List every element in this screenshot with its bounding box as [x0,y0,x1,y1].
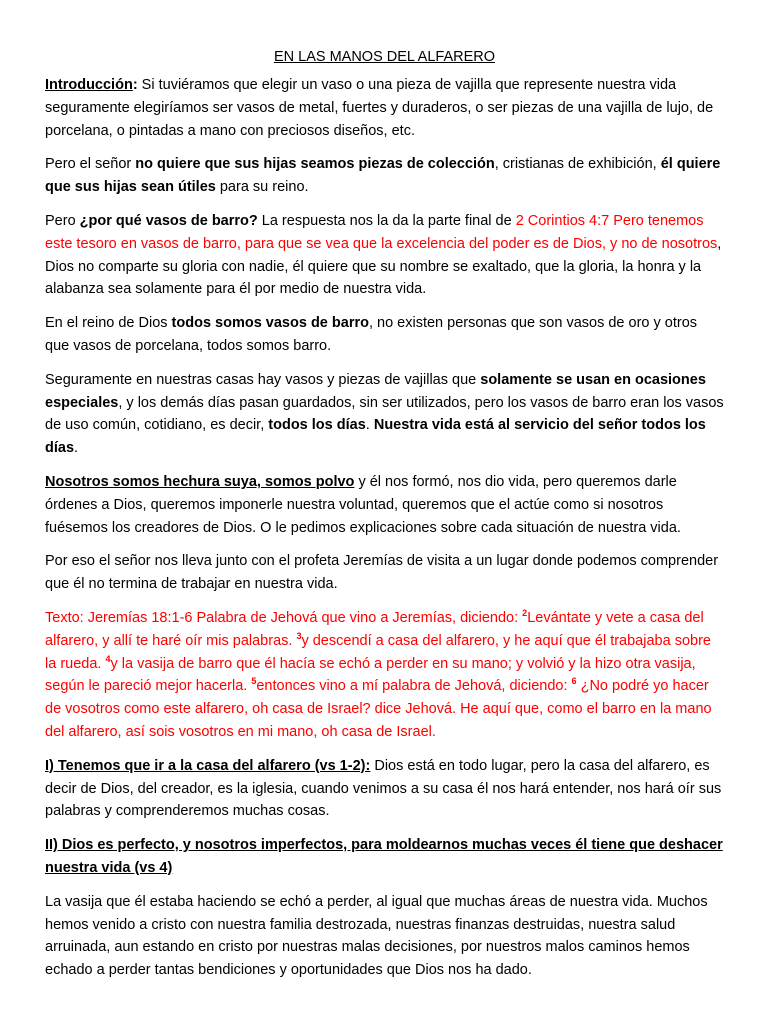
verse-number: 2 [522,607,528,618]
intro-text: Si tuviéramos que elegir un vaso o una pieza de vajilla que represente nuestra vida seguramente elegiríamos ser vasos de metal, fuertes y duraderos, o ser piezas de una vajilla de lujo, de porcelana, o pintadas a mano con preciosos diseños, etc. [45,77,714,139]
intro-paragraph [45,74,724,142]
paragraph-kingdom [45,312,724,358]
scripture-passage [45,607,724,744]
bold-run: no quiere que sus hijas seamos piezas de colección [135,156,495,173]
text-run: Levántate y vete a casa del alfarero, y allí te haré oír mis palabras. [45,609,704,649]
text-run: y la vasija de barro que él hacía se echó a perder en su mano; y volvió y la hizo otra vasija, según le pareció mejor hacerla. [45,655,696,695]
text-run: , Dios no comparte su gloria con nadie, él quiere que su nombre se exaltado, que la gloria, la honra y la alabanza sea solamente para él por medio de nuestra vida. [45,235,722,298]
bold-run: todos los días [268,417,366,434]
text-run: Pero el señor [45,156,136,173]
paragraph-jeremiah-visit: Por eso el señor nos lleva junto con el profeta Jeremías de visita a un lugar donde podemos comprender que él no termina de trabajar en nuestra vida. [45,553,719,593]
text-run: Dios está en todo lugar, pero la casa del alfarero, es decir de Dios, del creador, es la iglesia, cuando venimos a su casa él nos hará entender, nos hará oír sus palabras y comprenderemos muchas cosas. [45,757,722,820]
paragraph-dust [45,471,724,539]
text-run: entonces vino a mí palabra de Jehová, diciendo: [256,678,572,695]
text-run: . [365,417,374,434]
paragraph-clay-vessels [45,210,724,301]
text-run: para su reino. [215,179,309,196]
text-run: , no existen personas que son vasos de oro y otros que vasos de porcelana, todos somos barro. [45,315,698,354]
text-run: ¿No podré yo hacer de vosotros como este alfarero, oh casa de Israel? dice Jehová. He aquí que, como el barro en la mano del alfarero, así sois vosotros en mi mano, oh casa de Israel. [45,678,712,740]
text-run: Texto: Jeremías 18:1-6 Palabra de Jehová que vino a Jeremías, diciendo: [45,609,523,626]
point-heading: II) Dios es perfecto, y nosotros imperfectos, para moldearnos muchas veces él tiene que deshacer nuestra vida (vs 4) [45,837,723,876]
verse-number: 6 [571,676,577,687]
text-run: . [74,440,79,457]
intro-colon: : [132,77,138,93]
bold-run: Nuestra vida está al servicio del señor todos los días [45,417,706,457]
bold-run: él quiere que sus hijas sean útiles [45,156,721,196]
text-run: En el reino de Dios [45,315,172,332]
text-run: La respuesta nos la da la parte final de [257,212,516,229]
bold-run: solamente se usan en ocasiones especiales [45,371,706,411]
paragraph-vessel-spoiled: La vasija que él estaba haciendo se echó a perder, al igual que muchas áreas de nuestra vida. Muchos hemos venido a cristo con nuestra familia destrozada, nuestras finanzas destruidas, nuestra salud arruinada, aun estando en cristo por nuestras malas decisiones, por nuestros malos caminos hemos echado a perder tantas bendiciones y oportunidades que Dios nos ha dado. [45,893,708,979]
paragraph-everyday-use [45,369,724,460]
verse-number: 5 [251,676,257,687]
bold-run: todos somos vasos de barro [171,315,369,332]
page-title: EN LAS MANOS DEL ALFARERO [273,49,496,65]
intro-label: Introducción [45,77,133,93]
text-run: Pero [45,212,80,229]
text-run: y descendí a casa del alfarero, y he aquí que él trabajaba sobre la rueda. [45,632,711,672]
point-one [45,755,724,823]
text-run: , cristianas de exhibición, [494,156,661,173]
point-two [45,834,724,880]
paragraph-collection [45,153,724,199]
verse-number: 4 [105,653,111,664]
text-run: y él nos formó, nos dio vida, pero queremos darle órdenes a Dios, queremos imponerle nuestra voluntad, queremos que el actúe como si nosotros fuésemos los creadores de Dios. O le pedimos explicaciones sobre cada situación de nuestra vida. [45,473,681,536]
verse-number: 3 [296,630,302,641]
bold-underlined-run: Nosotros somos hechura suya, somos polvo [45,473,355,490]
scripture-quote: 2 Corintios 4:7 Pero tenemos este tesoro en vasos de barro, para que se vea que la excelencia del poder es de Dios, y no de nosotros [45,212,718,252]
text-run: Seguramente en nuestras casas hay vasos y piezas de vajillas que [45,371,481,388]
text-run: , y los demás días pasan guardados, sin ser utilizados, pero los vasos de barro eran los vasos de uso común, cotidiano, es decir, [45,394,724,434]
point-heading: I) Tenemos que ir a la casa del alfarero (vs 1-2): [45,757,371,774]
bold-run: ¿por qué vasos de barro? [79,212,258,229]
